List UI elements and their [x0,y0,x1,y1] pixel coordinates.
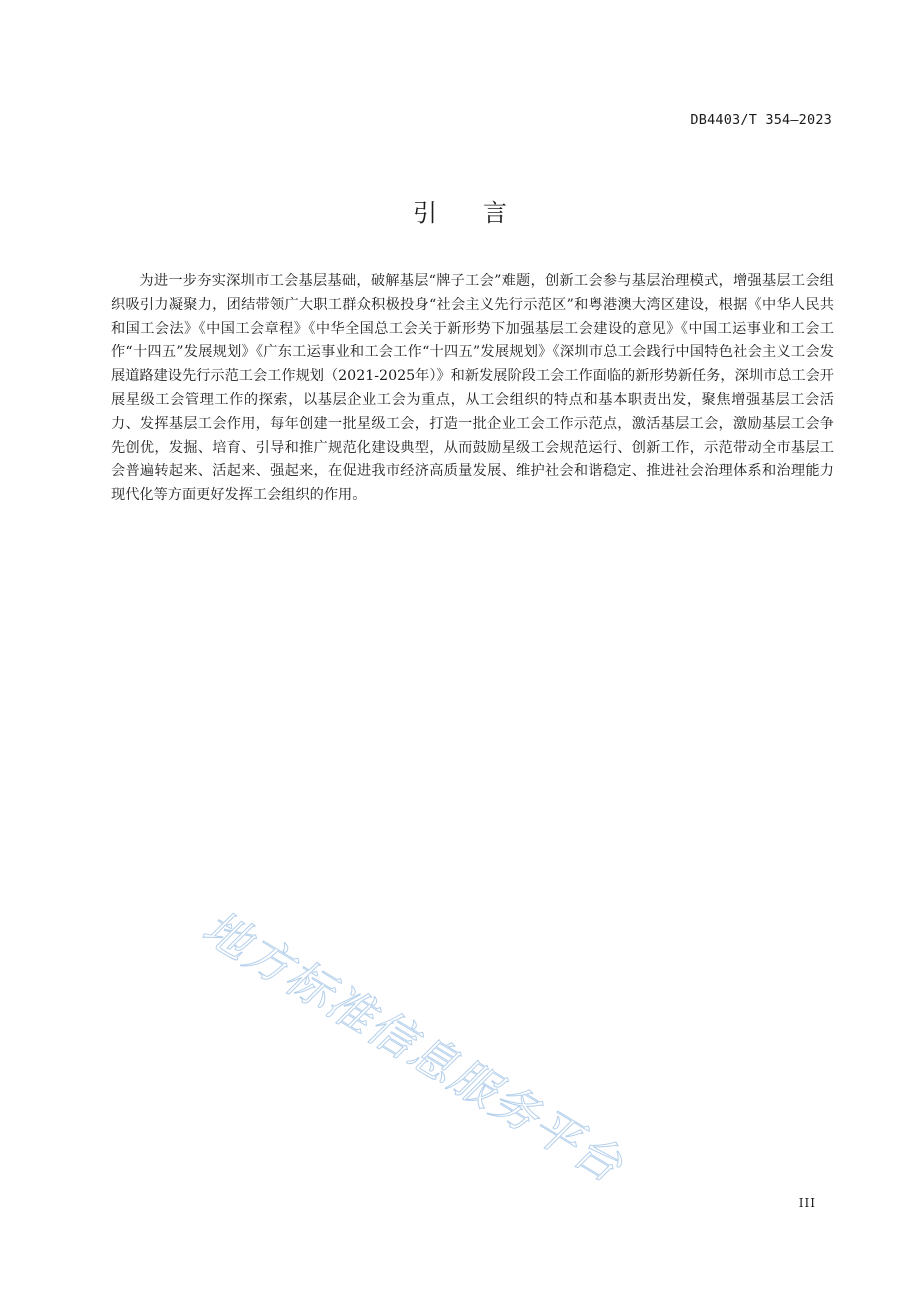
introduction-paragraph: 为进一步夯实深圳市工会基层基础，破解基层“牌子工会”难题，创新工会参与基层治理模式，增强基层工会组织吸引力凝聚力，团结带领广大职工群众积极投身“社会主义先行示范区”和粤港澳大湾区建设，根据《中华人民共和国工会法》《中国工会章程》《中华全国总工会关于新形势下加强基层工会建设的意见》《中国工运事业和工会工作“十四五”发展规划》《广东工运事业和工会工作“十四五”发展规划》《深圳市总工会践行中国特色社会主义工会发展道路建设先行示范工会工作规划（2021-2025年）》和新发展阶段工会工作面临的新形势新任务，深圳市总工会开展星级工会管理工作的探索，以基层企业工会为重点，从工会组织的特点和基本职责出发，聚焦增强基层工会活力、发挥基层工会作用，每年创建一批星级工会，打造一批企业工会工作示范点，激活基层工会，激励基层工会争先创优，发掘、培育、引导和推广规范化建设典型，从而鼓励星级工会规范运行、创新工作，示范带动全市基层工会普遍转起来、活起来、强起来，在促进我市经济高质量发展、维护社会和谐稳定、推进社会治理体系和治理能力现代化等方面更好发挥工会组织的作用。 [111,273,834,504]
page-number: III [798,1196,816,1210]
section-title: 引言 [413,199,553,227]
standard-code: DB4403/T 354—2023 [690,112,832,128]
watermark: 地方标准信息服务平台 [193,899,633,1194]
